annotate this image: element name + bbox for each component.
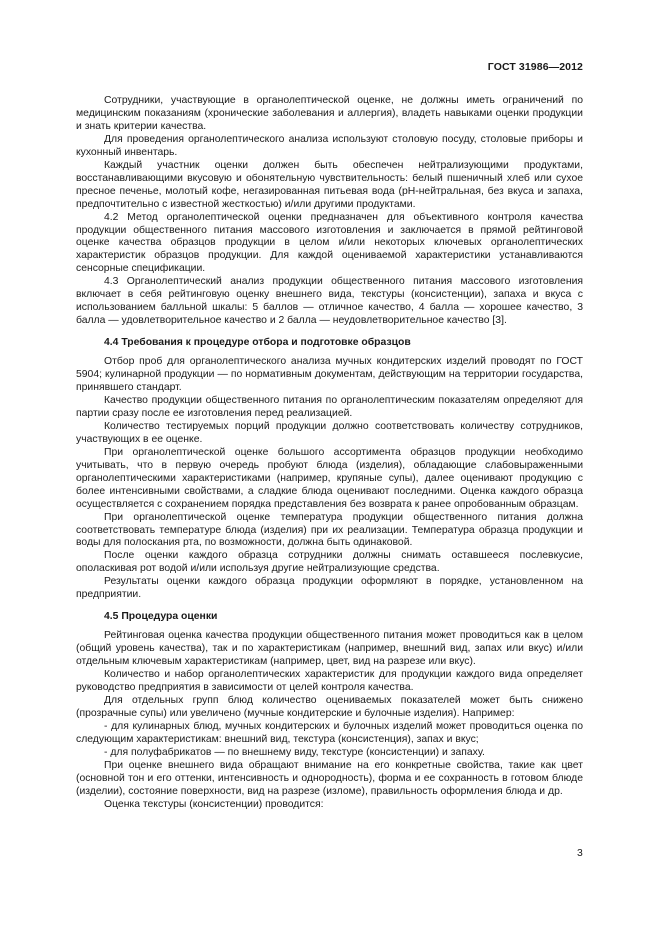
paragraph: Оценка текстуры (консистенции) проводится: — [104, 798, 324, 810]
paragraph: Результаты оценки каждого образца продукции оформляют в порядке, установленном на предприятии. — [76, 576, 583, 601]
paragraph: Количество и набор органолептических характеристик для продукции каждого вида определяет руководство предприятия в зависимости от целей контроля качества. — [76, 669, 583, 693]
document-body — [76, 95, 583, 812]
paragraph: При оценке внешнего вида обращают внимание на его конкретные свойства, такие как цвет (основной тон и его оттенки, интенсивность и однородность), форма и ее сохранность в готовом блюде (изделии), состояние поверхности, вид на разрезе (изломе), правильность оформления блюда и др. — [76, 759, 583, 797]
standard-number-header: ГОСТ 31986—2012 — [487, 61, 583, 73]
paragraph: Отбор проб для органолептического анализа мучных кондитерских изделий проводят по ГОСТ 5904; кулинарной продукции — по нормативным документам, действующим на территории государства, принявшего стандарт. — [76, 356, 583, 394]
paragraph: Рейтинговая оценка качества продукции общественного питания может проводиться как в целом (общий уровень качества), так и по характеристикам (например, внешний вид, запах или вкус) и/или отдельным ключевым характеристикам (например, цвет, вид на разрезе или вкус). — [76, 630, 583, 668]
paragraph: Каждый участник оценки должен быть обеспечен нейтрализующими продуктами, восстанавливающими вкусовую и обонятельную чувствительность: белый пшеничный хлеб или сухое пресное печенье, молотый кофе, негазированная питьевая вода (рН-нейтральная, без вкуса и запаха, предпочтительно с известной жесткостью) и/или другими продуктами. — [76, 159, 583, 210]
paragraph: Для отдельных групп блюд количество оцениваемых показателей может быть снижено (прозрачные супы) или увеличено (мучные кондитерские и булочные изделия). Например: — [76, 694, 583, 719]
paragraph: Для проведения органолептического анализа используют столовую посуду, столовые приборы и кухонный инвентарь. — [76, 133, 583, 158]
paragraph-4-3: 4.3 Органолептический анализ продукции общественного питания массового изготовления включает в себя рейтинговую оценку внешнего вида, текстуры (консистенции), запаха и вкуса с использованием балльной шкалы: 5 баллов — отличное качество, 4 балла — хорошее качество, 3 балла — удовлетворительное качество и 2 балла — неудовлетворительное качество [3]. — [76, 276, 583, 327]
page-number: 3 — [577, 848, 583, 859]
paragraph: При органолептической оценке температура продукции общественного питания должна соответствовать температуре блюда (изделия) при их реализации. Температура образца продукции и воды для полоскания рта, по возможности, должна быть одинаковой. — [76, 511, 583, 549]
section-4-5-heading: 4.5 Процедура оценки — [104, 611, 218, 623]
paragraph: Качество продукции общественного питания по органолептическим показателям определяют для партии сразу после ее изготовления перед реализацией. — [76, 394, 583, 419]
paragraph: После оценки каждого образца сотрудники должны снимать оставшееся послевкусие, ополаскивая рот водой и/или используя другие нейтрализующие средства. — [76, 550, 583, 575]
paragraph: При органолептической оценке большого ассортимента образцов продукции необходимо учитывать, что в первую очередь пробуют блюда (изделия), обладающие слабовыраженными органолептическими характеристиками (например, крупяные супы), далее оценивают продукцию с более интенсивными свойствами, а сладкие блюда оценивают последними. Оценка каждого образца осуществляется с сохранением порядка представления без возврата к ранее опробованным образцам. — [76, 446, 583, 510]
paragraph: Количество тестируемых порций продукции должно соответствовать количеству сотрудников, участвующих в ее оценке. — [76, 420, 583, 445]
list-item: - для полуфабрикатов — по внешнему виду, текстуре (консистенции) и запаху. — [104, 746, 485, 758]
list-item: - для кулинарных блюд, мучных кондитерских и булочных изделий может проводиться оценка по следующим характеристикам: внешний вид, текстура (консистенция), запах и вкус; — [76, 720, 583, 745]
section-4-4-heading: 4.4 Требования к процедуре отбора и подготовке образцов — [104, 337, 411, 349]
paragraph: Сотрудники, участвующие в органолептической оценке, не должны иметь ограничений по медицинским показаниям (хронические заболевания и аллергия), владеть навыками оценки продукции и знать критерии качества. — [76, 95, 583, 132]
paragraph-4-2: 4.2 Метод органолептической оценки предназначен для объективного контроля качества продукции общественного питания массового изготовления и заключается в прямой рейтинговой оценке качества образцов продукции в целом и/или некоторых ключевых органолептических характеристик образцов продукции. Для каждой оцениваемой характеристики устанавливаются сенсорные спецификации. — [76, 211, 583, 275]
